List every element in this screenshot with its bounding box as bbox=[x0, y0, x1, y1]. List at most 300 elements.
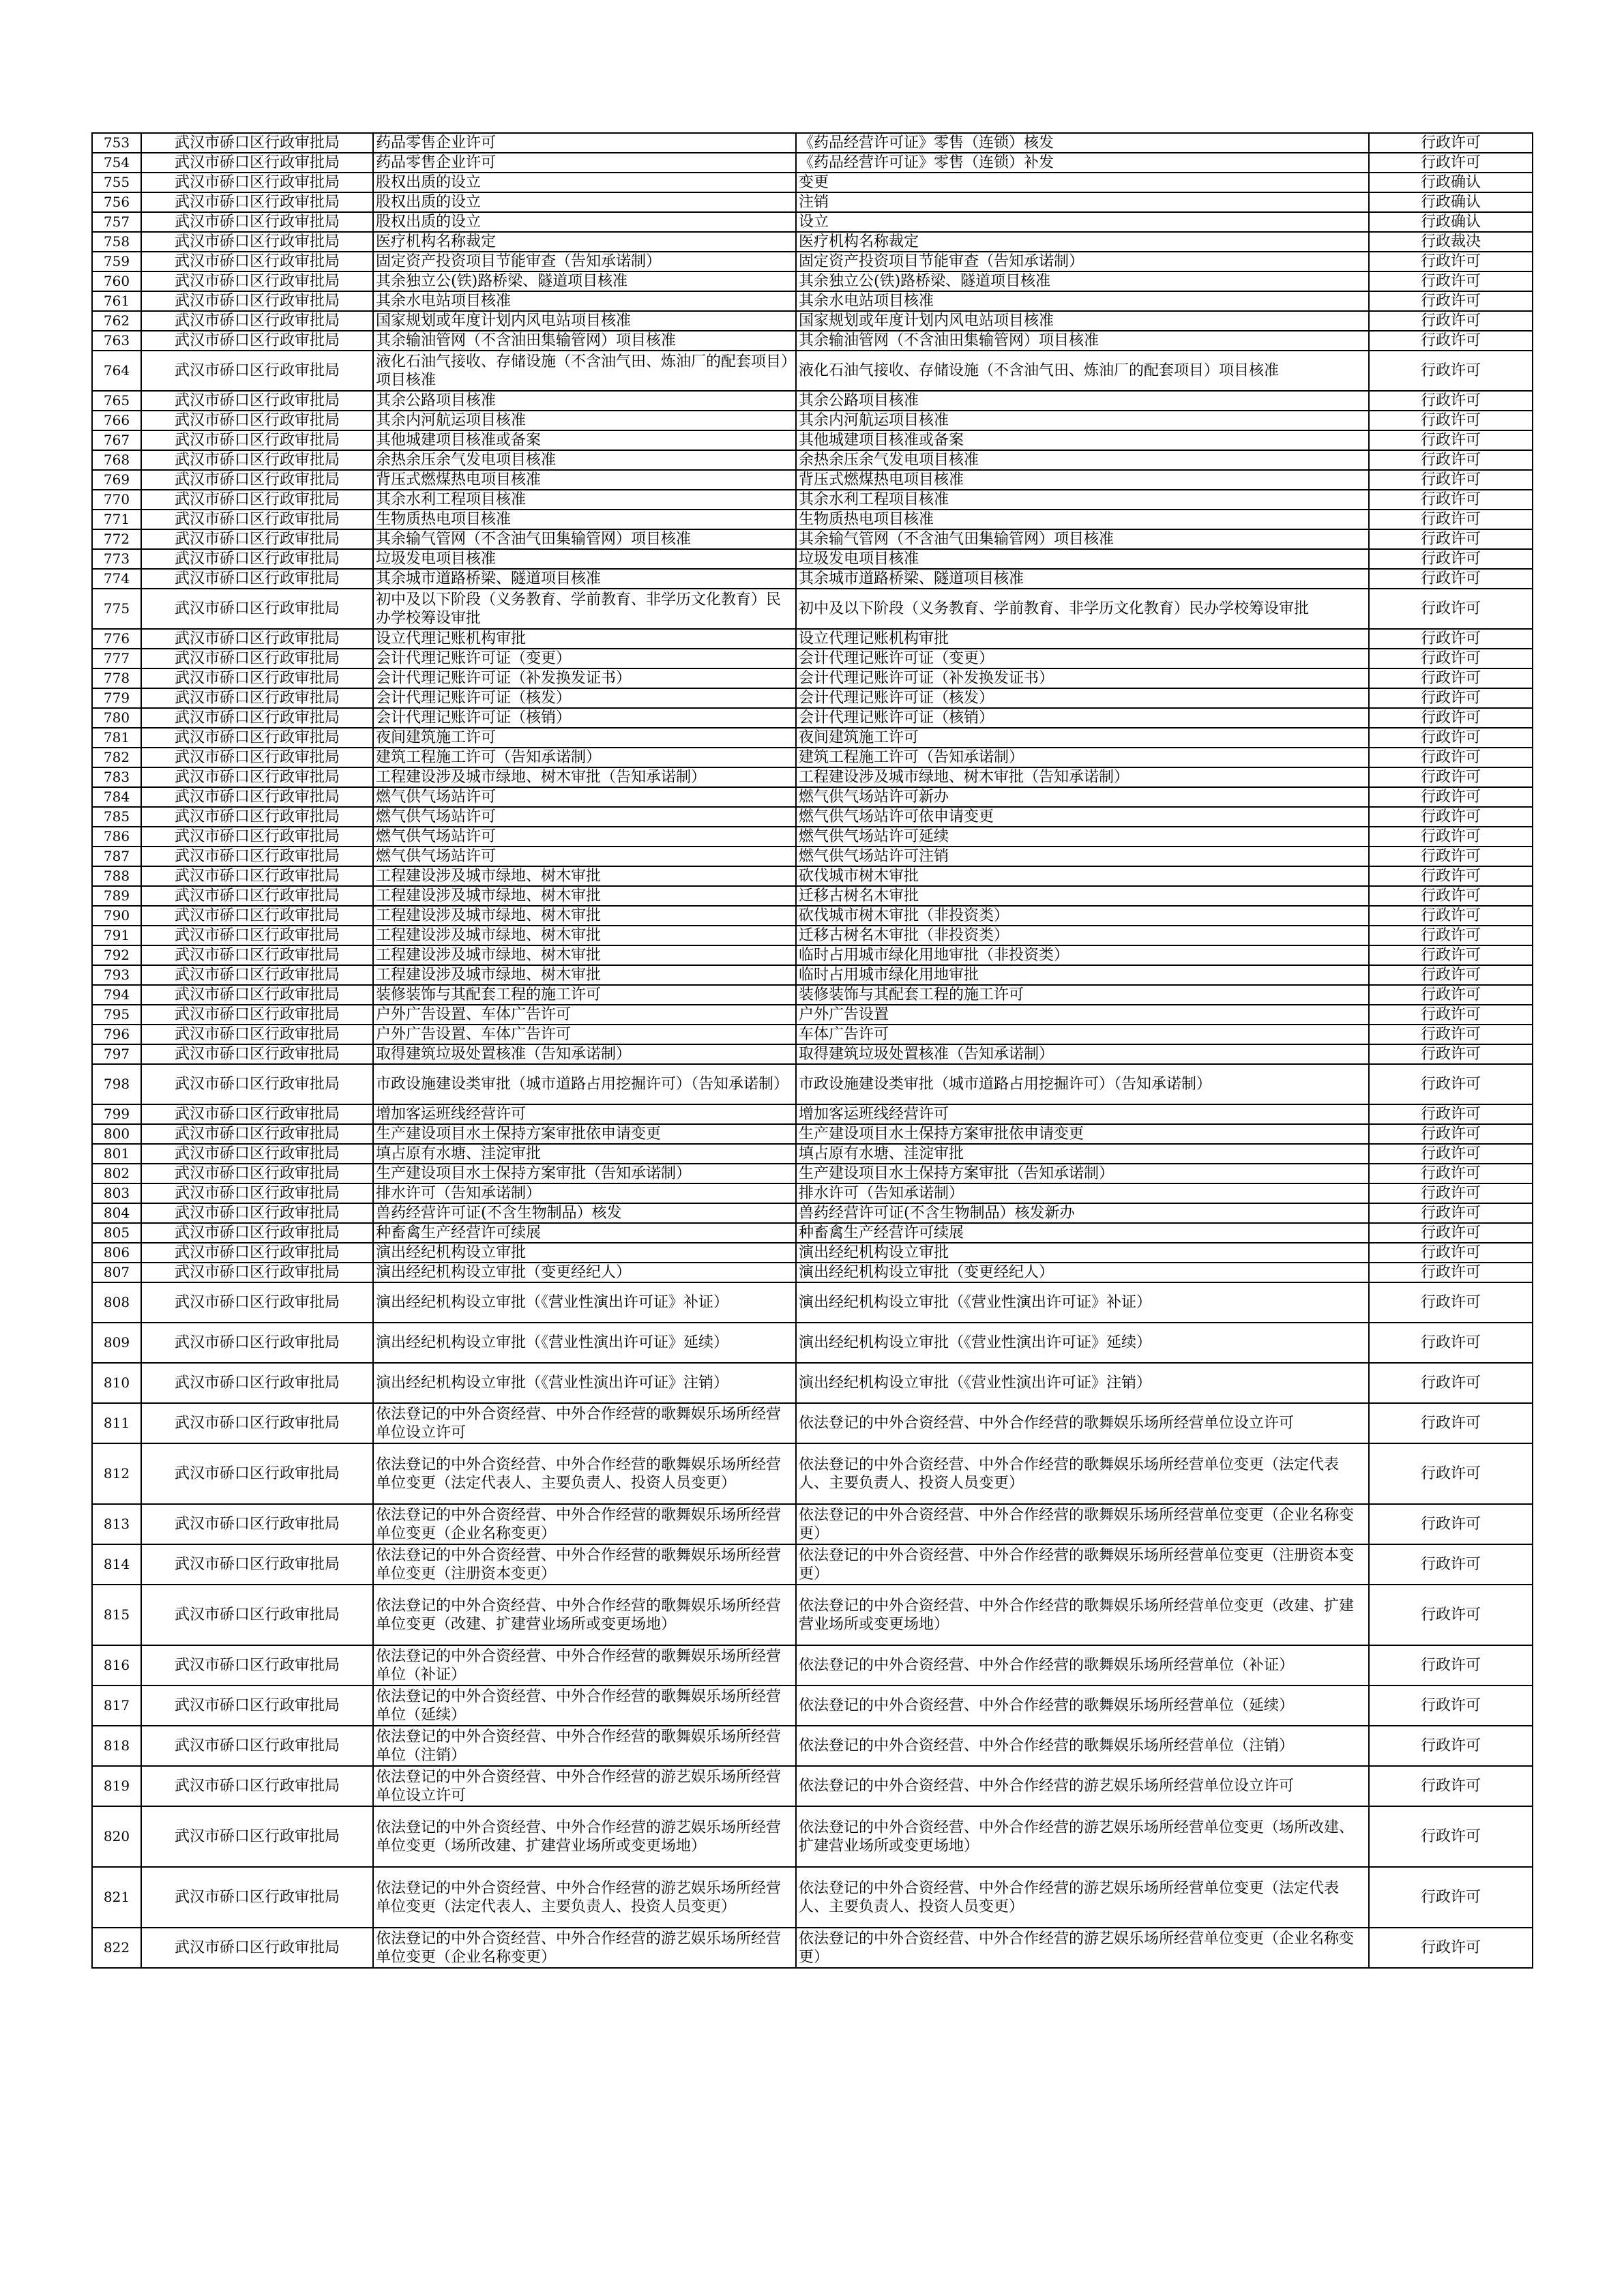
row-number: 813 bbox=[92, 1504, 141, 1544]
item-type-cell: 行政许可 bbox=[1369, 847, 1533, 866]
sub-item-cell: 燃气供气场站许可注销 bbox=[796, 847, 1369, 866]
item-type-cell: 行政许可 bbox=[1369, 1726, 1533, 1766]
department-cell: 武汉市硚口区行政审批局 bbox=[141, 827, 373, 847]
row-number: 822 bbox=[92, 1928, 141, 1968]
sub-item-cell: 生产建设项目水土保持方案审批（告知承诺制） bbox=[796, 1164, 1369, 1183]
item-type-cell: 行政许可 bbox=[1369, 1064, 1533, 1104]
department-cell: 武汉市硚口区行政审批局 bbox=[141, 1726, 373, 1766]
department-cell: 武汉市硚口区行政审批局 bbox=[141, 1363, 373, 1403]
sub-item-cell: 依法登记的中外合资经营、中外合作经营的游艺娱乐场所经营单位变更（企业名称变更） bbox=[796, 1928, 1369, 1968]
sub-item-cell: 依法登记的中外合资经营、中外合作经营的游艺娱乐场所经营单位变更（场所改建、扩建营业场所或变更场地） bbox=[796, 1806, 1369, 1867]
sub-item-cell: 装修装饰与其配套工程的施工许可 bbox=[796, 985, 1369, 1005]
item-name-cell: 取得建筑垃圾处置核准（告知承诺制） bbox=[373, 1044, 796, 1064]
table-row bbox=[92, 1044, 1533, 1064]
row-number: 756 bbox=[92, 192, 141, 212]
item-name-cell: 演出经纪机构设立审批（《营业性演出许可证》延续） bbox=[373, 1323, 796, 1363]
sub-item-cell: 填占原有水塘、洼淀审批 bbox=[796, 1144, 1369, 1164]
table-row bbox=[92, 1585, 1533, 1645]
item-name-cell: 工程建设涉及城市绿地、树木审批（告知承诺制） bbox=[373, 767, 796, 787]
item-type-cell: 行政许可 bbox=[1369, 252, 1533, 271]
item-type-cell: 行政许可 bbox=[1369, 529, 1533, 549]
row-number: 764 bbox=[92, 351, 141, 391]
item-type-cell: 行政许可 bbox=[1369, 1928, 1533, 1968]
department-cell: 武汉市硚口区行政审批局 bbox=[141, 569, 373, 589]
item-type-cell: 行政许可 bbox=[1369, 569, 1533, 589]
row-number: 809 bbox=[92, 1323, 141, 1363]
item-type-cell: 行政许可 bbox=[1369, 153, 1533, 173]
row-number: 796 bbox=[92, 1025, 141, 1044]
item-type-cell: 行政许可 bbox=[1369, 1686, 1533, 1726]
item-type-cell: 行政裁决 bbox=[1369, 232, 1533, 252]
table-row bbox=[92, 668, 1533, 688]
row-number: 815 bbox=[92, 1585, 141, 1645]
row-number: 763 bbox=[92, 331, 141, 351]
item-type-cell: 行政许可 bbox=[1369, 708, 1533, 728]
item-name-cell: 国家规划或年度计划内风电站项目核准 bbox=[373, 311, 796, 331]
department-cell: 武汉市硚口区行政审批局 bbox=[141, 1203, 373, 1223]
table-row bbox=[92, 1323, 1533, 1363]
department-cell: 武汉市硚口区行政审批局 bbox=[141, 629, 373, 649]
table-row bbox=[92, 649, 1533, 668]
item-type-cell: 行政许可 bbox=[1369, 450, 1533, 470]
item-type-cell: 行政许可 bbox=[1369, 787, 1533, 807]
table-row bbox=[92, 1223, 1533, 1243]
row-number: 821 bbox=[92, 1867, 141, 1928]
row-number: 818 bbox=[92, 1726, 141, 1766]
department-cell: 武汉市硚口区行政审批局 bbox=[141, 271, 373, 291]
item-name-cell: 依法登记的中外合资经营、中外合作经营的歌舞娱乐场所经营单位（补证） bbox=[373, 1645, 796, 1686]
item-type-cell: 行政许可 bbox=[1369, 1585, 1533, 1645]
row-number: 801 bbox=[92, 1144, 141, 1164]
item-type-cell: 行政许可 bbox=[1369, 629, 1533, 649]
department-cell: 武汉市硚口区行政审批局 bbox=[141, 807, 373, 827]
item-name-cell: 背压式燃煤热电项目核准 bbox=[373, 470, 796, 490]
department-cell: 武汉市硚口区行政审批局 bbox=[141, 212, 373, 232]
item-name-cell: 建筑工程施工许可（告知承诺制） bbox=[373, 748, 796, 767]
sub-item-cell: 砍伐城市树木审批（非投资类） bbox=[796, 906, 1369, 926]
department-cell: 武汉市硚口区行政审批局 bbox=[141, 1323, 373, 1363]
department-cell: 武汉市硚口区行政审批局 bbox=[141, 787, 373, 807]
department-cell: 武汉市硚口区行政审批局 bbox=[141, 1504, 373, 1544]
item-type-cell: 行政许可 bbox=[1369, 668, 1533, 688]
table-row bbox=[92, 1403, 1533, 1443]
item-type-cell: 行政许可 bbox=[1369, 1282, 1533, 1323]
row-number: 767 bbox=[92, 430, 141, 450]
department-cell: 武汉市硚口区行政审批局 bbox=[141, 926, 373, 945]
row-number: 804 bbox=[92, 1203, 141, 1223]
row-number: 779 bbox=[92, 688, 141, 708]
department-cell: 武汉市硚口区行政审批局 bbox=[141, 708, 373, 728]
row-number: 777 bbox=[92, 649, 141, 668]
table-row bbox=[92, 450, 1533, 470]
table-row bbox=[92, 787, 1533, 807]
row-number: 758 bbox=[92, 232, 141, 252]
department-cell: 武汉市硚口区行政审批局 bbox=[141, 1766, 373, 1806]
table-row bbox=[92, 1164, 1533, 1183]
table-row bbox=[92, 549, 1533, 569]
row-number: 790 bbox=[92, 906, 141, 926]
item-name-cell: 依法登记的中外合资经营、中外合作经营的游艺娱乐场所经营单位变更（法定代表人、主要负责人、投资人员变更） bbox=[373, 1867, 796, 1928]
item-type-cell: 行政许可 bbox=[1369, 1323, 1533, 1363]
department-cell: 武汉市硚口区行政审批局 bbox=[141, 906, 373, 926]
department-cell: 武汉市硚口区行政审批局 bbox=[141, 529, 373, 549]
department-cell: 武汉市硚口区行政审批局 bbox=[141, 311, 373, 331]
row-number: 814 bbox=[92, 1544, 141, 1585]
table-row bbox=[92, 1544, 1533, 1585]
table-row bbox=[92, 252, 1533, 271]
department-cell: 武汉市硚口区行政审批局 bbox=[141, 1443, 373, 1504]
item-name-cell: 其余输气管网（不含油气田集输管网）项目核准 bbox=[373, 529, 796, 549]
item-name-cell: 股权出质的设立 bbox=[373, 173, 796, 192]
sub-item-cell: 医疗机构名称裁定 bbox=[796, 232, 1369, 252]
item-type-cell: 行政许可 bbox=[1369, 985, 1533, 1005]
sub-item-cell: 《药品经营许可证》零售（连锁）补发 bbox=[796, 153, 1369, 173]
table-row bbox=[92, 1443, 1533, 1504]
item-type-cell: 行政许可 bbox=[1369, 589, 1533, 629]
sub-item-cell: 会计代理记账许可证（核发） bbox=[796, 688, 1369, 708]
table-row bbox=[92, 1645, 1533, 1686]
row-number: 789 bbox=[92, 886, 141, 906]
table-row bbox=[92, 886, 1533, 906]
department-cell: 武汉市硚口区行政审批局 bbox=[141, 133, 373, 153]
sub-item-cell: 户外广告设置 bbox=[796, 1005, 1369, 1025]
sub-item-cell: 会计代理记账许可证（变更） bbox=[796, 649, 1369, 668]
sub-item-cell: 注销 bbox=[796, 192, 1369, 212]
item-name-cell: 其余公路项目核准 bbox=[373, 391, 796, 411]
department-cell: 武汉市硚口区行政审批局 bbox=[141, 1867, 373, 1928]
row-number: 797 bbox=[92, 1044, 141, 1064]
sub-item-cell: 初中及以下阶段（义务教育、学前教育、非学历文化教育）民办学校筹设审批 bbox=[796, 589, 1369, 629]
row-number: 775 bbox=[92, 589, 141, 629]
department-cell: 武汉市硚口区行政审批局 bbox=[141, 1263, 373, 1282]
department-cell: 武汉市硚口区行政审批局 bbox=[141, 1144, 373, 1164]
sub-item-cell: 依法登记的中外合资经营、中外合作经营的歌舞娱乐场所经营单位变更（企业名称变更） bbox=[796, 1504, 1369, 1544]
item-name-cell: 依法登记的中外合资经营、中外合作经营的游艺娱乐场所经营单位变更（场所改建、扩建营业场所或变更场地） bbox=[373, 1806, 796, 1867]
row-number: 769 bbox=[92, 470, 141, 490]
department-cell: 武汉市硚口区行政审批局 bbox=[141, 1686, 373, 1726]
department-cell: 武汉市硚口区行政审批局 bbox=[141, 668, 373, 688]
item-name-cell: 户外广告设置、车体广告许可 bbox=[373, 1025, 796, 1044]
item-type-cell: 行政许可 bbox=[1369, 748, 1533, 767]
table-row bbox=[92, 847, 1533, 866]
department-cell: 武汉市硚口区行政审批局 bbox=[141, 1928, 373, 1968]
sub-item-cell: 其余输油管网（不含油田集输管网）项目核准 bbox=[796, 331, 1369, 351]
sub-item-cell: 其余内河航运项目核准 bbox=[796, 411, 1369, 430]
item-type-cell: 行政许可 bbox=[1369, 906, 1533, 926]
item-name-cell: 演出经纪机构设立审批（变更经纪人） bbox=[373, 1263, 796, 1282]
row-number: 798 bbox=[92, 1064, 141, 1104]
table-row bbox=[92, 1005, 1533, 1025]
row-number: 819 bbox=[92, 1766, 141, 1806]
table-row bbox=[92, 1806, 1533, 1867]
table-row bbox=[92, 1104, 1533, 1124]
row-number: 802 bbox=[92, 1164, 141, 1183]
department-cell: 武汉市硚口区行政审批局 bbox=[141, 985, 373, 1005]
table-row bbox=[92, 728, 1533, 748]
department-cell: 武汉市硚口区行政审批局 bbox=[141, 450, 373, 470]
sub-item-cell: 增加客运班线经营许可 bbox=[796, 1104, 1369, 1124]
item-name-cell: 户外广告设置、车体广告许可 bbox=[373, 1005, 796, 1025]
sub-item-cell: 设立 bbox=[796, 212, 1369, 232]
department-cell: 武汉市硚口区行政审批局 bbox=[141, 847, 373, 866]
table-row bbox=[92, 1243, 1533, 1263]
sub-item-cell: 取得建筑垃圾处置核准（告知承诺制） bbox=[796, 1044, 1369, 1064]
item-name-cell: 工程建设涉及城市绿地、树木审批 bbox=[373, 965, 796, 985]
row-number: 774 bbox=[92, 569, 141, 589]
table-row bbox=[92, 271, 1533, 291]
item-name-cell: 装修装饰与其配套工程的施工许可 bbox=[373, 985, 796, 1005]
item-name-cell: 燃气供气场站许可 bbox=[373, 807, 796, 827]
sub-item-cell: 夜间建筑施工许可 bbox=[796, 728, 1369, 748]
table-row bbox=[92, 153, 1533, 173]
sub-item-cell: 国家规划或年度计划内风电站项目核准 bbox=[796, 311, 1369, 331]
item-name-cell: 生物质热电项目核准 bbox=[373, 510, 796, 529]
table-row bbox=[92, 807, 1533, 827]
item-type-cell: 行政许可 bbox=[1369, 549, 1533, 569]
item-name-cell: 演出经纪机构设立审批（《营业性演出许可证》补证） bbox=[373, 1282, 796, 1323]
row-number: 760 bbox=[92, 271, 141, 291]
sub-item-cell: 兽药经营许可证(不含生物制品）核发新办 bbox=[796, 1203, 1369, 1223]
table-row bbox=[92, 748, 1533, 767]
item-name-cell: 增加客运班线经营许可 bbox=[373, 1104, 796, 1124]
table-row bbox=[92, 708, 1533, 728]
row-number: 759 bbox=[92, 252, 141, 271]
sub-item-cell: 燃气供气场站许可依申请变更 bbox=[796, 807, 1369, 827]
department-cell: 武汉市硚口区行政审批局 bbox=[141, 688, 373, 708]
table-row bbox=[92, 767, 1533, 787]
department-cell: 武汉市硚口区行政审批局 bbox=[141, 470, 373, 490]
table-row bbox=[92, 411, 1533, 430]
item-type-cell: 行政许可 bbox=[1369, 1645, 1533, 1686]
item-type-cell: 行政许可 bbox=[1369, 866, 1533, 886]
item-name-cell: 市政设施建设类审批（城市道路占用挖掘许可）（告知承诺制） bbox=[373, 1064, 796, 1104]
table-row bbox=[92, 985, 1533, 1005]
item-name-cell: 依法登记的中外合资经营、中外合作经营的歌舞娱乐场所经营单位变更（注册资本变更） bbox=[373, 1544, 796, 1585]
department-cell: 武汉市硚口区行政审批局 bbox=[141, 1124, 373, 1144]
item-name-cell: 燃气供气场站许可 bbox=[373, 827, 796, 847]
sub-item-cell: 其余独立公(铁)路桥梁、隧道项目核准 bbox=[796, 271, 1369, 291]
item-type-cell: 行政许可 bbox=[1369, 1203, 1533, 1223]
department-cell: 武汉市硚口区行政审批局 bbox=[141, 331, 373, 351]
sub-item-cell: 演出经纪机构设立审批（《营业性演出许可证》补证） bbox=[796, 1282, 1369, 1323]
item-type-cell: 行政许可 bbox=[1369, 649, 1533, 668]
item-name-cell: 依法登记的中外合资经营、中外合作经营的歌舞娱乐场所经营单位（延续） bbox=[373, 1686, 796, 1726]
row-number: 754 bbox=[92, 153, 141, 173]
item-type-cell: 行政许可 bbox=[1369, 1104, 1533, 1124]
sub-item-cell: 依法登记的中外合资经营、中外合作经营的歌舞娱乐场所经营单位（注销） bbox=[796, 1726, 1369, 1766]
row-number: 811 bbox=[92, 1403, 141, 1443]
sub-item-cell: 砍伐城市树木审批 bbox=[796, 866, 1369, 886]
item-type-cell: 行政许可 bbox=[1369, 1806, 1533, 1867]
department-cell: 武汉市硚口区行政审批局 bbox=[141, 173, 373, 192]
department-cell: 武汉市硚口区行政审批局 bbox=[141, 232, 373, 252]
table-row bbox=[92, 589, 1533, 629]
item-type-cell: 行政许可 bbox=[1369, 1025, 1533, 1044]
sub-item-cell: 迁移古树名木审批（非投资类） bbox=[796, 926, 1369, 945]
item-name-cell: 依法登记的中外合资经营、中外合作经营的游艺娱乐场所经营单位设立许可 bbox=[373, 1766, 796, 1806]
sub-item-cell: 《药品经营许可证》零售（连锁）核发 bbox=[796, 133, 1369, 153]
row-number: 768 bbox=[92, 450, 141, 470]
item-name-cell: 工程建设涉及城市绿地、树木审批 bbox=[373, 945, 796, 965]
row-number: 765 bbox=[92, 391, 141, 411]
sub-item-cell: 依法登记的中外合资经营、中外合作经营的歌舞娱乐场所经营单位（延续） bbox=[796, 1686, 1369, 1726]
item-name-cell: 其余城市道路桥梁、隧道项目核准 bbox=[373, 569, 796, 589]
sub-item-cell: 临时占用城市绿化用地审批 bbox=[796, 965, 1369, 985]
item-type-cell: 行政许可 bbox=[1369, 1504, 1533, 1544]
row-number: 792 bbox=[92, 945, 141, 965]
item-type-cell: 行政许可 bbox=[1369, 728, 1533, 748]
table-row bbox=[92, 1363, 1533, 1403]
table-row bbox=[92, 1726, 1533, 1766]
table-row bbox=[92, 1504, 1533, 1544]
row-number: 771 bbox=[92, 510, 141, 529]
item-type-cell: 行政许可 bbox=[1369, 688, 1533, 708]
sub-item-cell: 会计代理记账许可证（核销） bbox=[796, 708, 1369, 728]
row-number: 810 bbox=[92, 1363, 141, 1403]
table-row bbox=[92, 311, 1533, 331]
row-number: 787 bbox=[92, 847, 141, 866]
department-cell: 武汉市硚口区行政审批局 bbox=[141, 1585, 373, 1645]
item-type-cell: 行政许可 bbox=[1369, 1544, 1533, 1585]
item-type-cell: 行政许可 bbox=[1369, 1144, 1533, 1164]
department-cell: 武汉市硚口区行政审批局 bbox=[141, 1223, 373, 1243]
sub-item-cell: 车体广告许可 bbox=[796, 1025, 1369, 1044]
item-type-cell: 行政许可 bbox=[1369, 1183, 1533, 1203]
table-row bbox=[92, 470, 1533, 490]
item-name-cell: 会计代理记账许可证（补发换发证书） bbox=[373, 668, 796, 688]
table-row bbox=[92, 1203, 1533, 1223]
item-type-cell: 行政许可 bbox=[1369, 271, 1533, 291]
sub-item-cell: 其余水电站项目核准 bbox=[796, 291, 1369, 311]
sub-item-cell: 垃圾发电项目核准 bbox=[796, 549, 1369, 569]
sub-item-cell: 临时占用城市绿化用地审批（非投资类） bbox=[796, 945, 1369, 965]
department-cell: 武汉市硚口区行政审批局 bbox=[141, 411, 373, 430]
row-number: 799 bbox=[92, 1104, 141, 1124]
item-name-cell: 垃圾发电项目核准 bbox=[373, 549, 796, 569]
item-name-cell: 生产建设项目水土保持方案审批依申请变更 bbox=[373, 1124, 796, 1144]
item-name-cell: 其余内河航运项目核准 bbox=[373, 411, 796, 430]
row-number: 757 bbox=[92, 212, 141, 232]
table-row bbox=[92, 430, 1533, 450]
row-number: 772 bbox=[92, 529, 141, 549]
item-name-cell: 工程建设涉及城市绿地、树木审批 bbox=[373, 866, 796, 886]
department-cell: 武汉市硚口区行政审批局 bbox=[141, 1243, 373, 1263]
sub-item-cell: 种畜禽生产经营许可续展 bbox=[796, 1223, 1369, 1243]
sub-item-cell: 生物质热电项目核准 bbox=[796, 510, 1369, 529]
table-row bbox=[92, 1064, 1533, 1104]
item-type-cell: 行政许可 bbox=[1369, 510, 1533, 529]
row-number: 780 bbox=[92, 708, 141, 728]
item-type-cell: 行政许可 bbox=[1369, 886, 1533, 906]
row-number: 793 bbox=[92, 965, 141, 985]
item-type-cell: 行政许可 bbox=[1369, 945, 1533, 965]
table-row bbox=[92, 192, 1533, 212]
item-name-cell: 填占原有水塘、洼淀审批 bbox=[373, 1144, 796, 1164]
table-row bbox=[92, 1144, 1533, 1164]
row-number: 817 bbox=[92, 1686, 141, 1726]
sub-item-cell: 排水许可（告知承诺制） bbox=[796, 1183, 1369, 1203]
table-row bbox=[92, 866, 1533, 886]
item-name-cell: 生产建设项目水土保持方案审批（告知承诺制） bbox=[373, 1164, 796, 1183]
item-name-cell: 液化石油气接收、存储设施（不含油气田、炼油厂的配套项目）项目核准 bbox=[373, 351, 796, 391]
item-type-cell: 行政许可 bbox=[1369, 490, 1533, 510]
item-type-cell: 行政许可 bbox=[1369, 767, 1533, 787]
department-cell: 武汉市硚口区行政审批局 bbox=[141, 153, 373, 173]
item-type-cell: 行政许可 bbox=[1369, 1403, 1533, 1443]
department-cell: 武汉市硚口区行政审批局 bbox=[141, 351, 373, 391]
sub-item-cell: 其余公路项目核准 bbox=[796, 391, 1369, 411]
department-cell: 武汉市硚口区行政审批局 bbox=[141, 291, 373, 311]
table-row bbox=[92, 1282, 1533, 1323]
table-row bbox=[92, 490, 1533, 510]
table-row bbox=[92, 965, 1533, 985]
item-name-cell: 股权出质的设立 bbox=[373, 192, 796, 212]
row-number: 808 bbox=[92, 1282, 141, 1323]
row-number: 761 bbox=[92, 291, 141, 311]
item-name-cell: 医疗机构名称裁定 bbox=[373, 232, 796, 252]
row-number: 803 bbox=[92, 1183, 141, 1203]
item-type-cell: 行政许可 bbox=[1369, 1443, 1533, 1504]
department-cell: 武汉市硚口区行政审批局 bbox=[141, 728, 373, 748]
sub-item-cell: 变更 bbox=[796, 173, 1369, 192]
item-name-cell: 演出经纪机构设立审批（《营业性演出许可证》注销） bbox=[373, 1363, 796, 1403]
sub-item-cell: 其余城市道路桥梁、隧道项目核准 bbox=[796, 569, 1369, 589]
department-cell: 武汉市硚口区行政审批局 bbox=[141, 866, 373, 886]
table-row bbox=[92, 1183, 1533, 1203]
department-cell: 武汉市硚口区行政审批局 bbox=[141, 1025, 373, 1044]
item-name-cell: 其余水电站项目核准 bbox=[373, 291, 796, 311]
sub-item-cell: 依法登记的中外合资经营、中外合作经营的歌舞娱乐场所经营单位变更（改建、扩建营业场所或变更场地） bbox=[796, 1585, 1369, 1645]
item-name-cell: 燃气供气场站许可 bbox=[373, 787, 796, 807]
department-cell: 武汉市硚口区行政审批局 bbox=[141, 649, 373, 668]
item-type-cell: 行政许可 bbox=[1369, 1766, 1533, 1806]
department-cell: 武汉市硚口区行政审批局 bbox=[141, 945, 373, 965]
row-number: 800 bbox=[92, 1124, 141, 1144]
sub-item-cell: 演出经纪机构设立审批 bbox=[796, 1243, 1369, 1263]
table-row bbox=[92, 945, 1533, 965]
table-row bbox=[92, 351, 1533, 391]
sub-item-cell: 依法登记的中外合资经营、中外合作经营的歌舞娱乐场所经营单位（补证） bbox=[796, 1645, 1369, 1686]
row-number: 820 bbox=[92, 1806, 141, 1867]
sub-item-cell: 市政设施建设类审批（城市道路占用挖掘许可）（告知承诺制） bbox=[796, 1064, 1369, 1104]
sub-item-cell: 依法登记的中外合资经营、中外合作经营的歌舞娱乐场所经营单位设立许可 bbox=[796, 1403, 1369, 1443]
item-type-cell: 行政确认 bbox=[1369, 192, 1533, 212]
table-row bbox=[92, 827, 1533, 847]
table-row bbox=[92, 688, 1533, 708]
row-number: 807 bbox=[92, 1263, 141, 1282]
item-type-cell: 行政许可 bbox=[1369, 1263, 1533, 1282]
table-row bbox=[92, 1263, 1533, 1282]
department-cell: 武汉市硚口区行政审批局 bbox=[141, 549, 373, 569]
sub-item-cell: 其余输气管网（不含油气田集输管网）项目核准 bbox=[796, 529, 1369, 549]
item-name-cell: 药品零售企业许可 bbox=[373, 153, 796, 173]
row-number: 753 bbox=[92, 133, 141, 153]
row-number: 795 bbox=[92, 1005, 141, 1025]
item-type-cell: 行政许可 bbox=[1369, 1164, 1533, 1183]
row-number: 783 bbox=[92, 767, 141, 787]
table-row bbox=[92, 629, 1533, 649]
department-cell: 武汉市硚口区行政审批局 bbox=[141, 430, 373, 450]
item-name-cell: 演出经纪机构设立审批 bbox=[373, 1243, 796, 1263]
item-type-cell: 行政确认 bbox=[1369, 173, 1533, 192]
department-cell: 武汉市硚口区行政审批局 bbox=[141, 1282, 373, 1323]
item-name-cell: 固定资产投资项目节能审查（告知承诺制） bbox=[373, 252, 796, 271]
row-number: 766 bbox=[92, 411, 141, 430]
department-cell: 武汉市硚口区行政审批局 bbox=[141, 1104, 373, 1124]
item-name-cell: 会计代理记账许可证（核销） bbox=[373, 708, 796, 728]
sub-item-cell: 燃气供气场站许可新办 bbox=[796, 787, 1369, 807]
department-cell: 武汉市硚口区行政审批局 bbox=[141, 192, 373, 212]
